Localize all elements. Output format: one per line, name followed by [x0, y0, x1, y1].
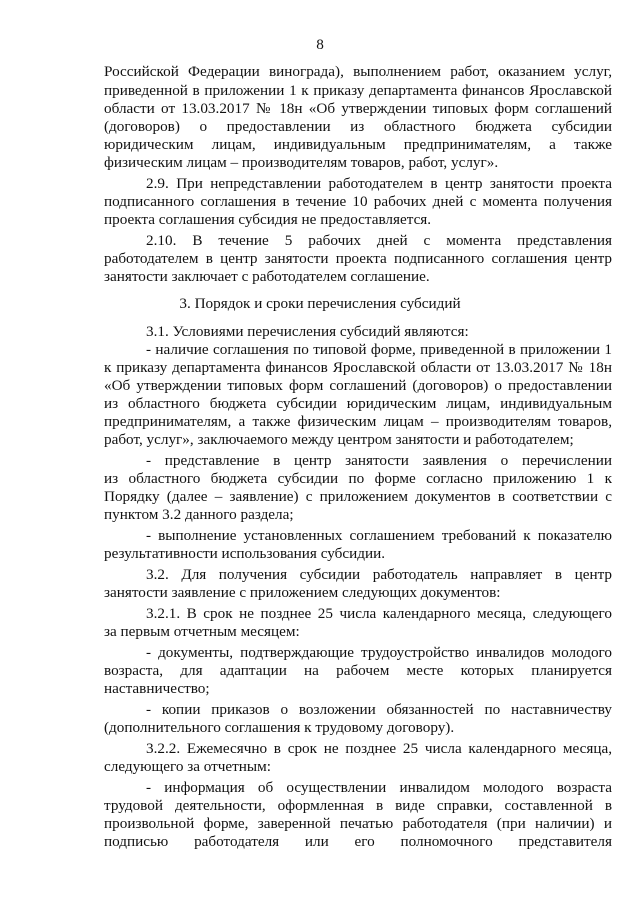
text-line: физическим лицам – производителям товаров, работ, услуг».	[104, 154, 499, 171]
text-line: (дополнительного соглашения к трудовому договору).	[104, 719, 455, 736]
text-line: - наличие соглашения по типовой форме, приведенной в приложении 1	[146, 341, 612, 358]
text-line: работ, услуг», заключаемого между центром занятости и работодателем;	[104, 431, 574, 448]
text-line: «Об утверждении типовых форм соглашений (договоров) о предоставлении	[104, 377, 612, 394]
text-line: подписанного соглашения в течение 10 рабочих дней с момента получения	[104, 193, 612, 210]
text-line: (договоров) о предоставлении из областного бюджета субсидии	[104, 118, 612, 135]
text-line: области от 13.03.2017 № 18н «Об утверждении типовых форм соглашений	[104, 100, 612, 117]
text-line: из областного бюджета субсидии юридическим лицам, индивидуальным	[104, 395, 612, 412]
text-line: Порядку (далее – заявление) с приложением документов в соответствии с	[104, 488, 612, 505]
text-line: наставничество;	[104, 680, 210, 697]
text-line: - представление в центр занятости заявления о перечислении	[146, 452, 612, 469]
text-line: приведенной в приложении 1 к приказу департамента финансов Ярославской	[104, 82, 612, 99]
text-line: следующего за отчетным:	[104, 758, 271, 775]
text-line: трудовой деятельности, оформленная в виде справки, составленной в	[104, 797, 612, 814]
text-line: занятости заключает с работодателем соглашение.	[104, 268, 430, 285]
text-line: 3.2.2. Ежемесячно в срок не позднее 25 числа календарного месяца,	[146, 740, 612, 757]
text-line: - информация об осуществлении инвалидом молодого возраста	[146, 779, 612, 796]
text-line: 2.10. В течение 5 рабочих дней с момента представления	[146, 232, 612, 249]
text-line: 3.2. Для получения субсидии работодатель направляет в центр	[146, 566, 612, 583]
text-line: - документы, подтверждающие трудоустройство инвалидов молодого	[146, 644, 612, 661]
text-line: занятости заявление с приложением следующих документов:	[104, 584, 501, 601]
text-line: 3.1. Условиями перечисления субсидий являются:	[146, 323, 469, 340]
text-line: результативности использования субсидии.	[104, 545, 386, 562]
text-line: Российской Федерации винограда), выполнением работ, оказанием услуг,	[104, 63, 612, 80]
text-line: проекта соглашения субсидия не предоставляется.	[104, 211, 432, 228]
page-number: 8	[316, 36, 324, 53]
text-line: произвольной форме, заверенной печатью работодателя (при наличии) и	[104, 815, 612, 832]
text-line: предпринимателям, а также физическим лицам – производителям товаров,	[104, 413, 612, 430]
text-line: - выполнение установленных соглашением требований к показателю	[146, 527, 612, 544]
text-line: подписью работодателя или его полномочного представителя	[104, 833, 612, 850]
text-line: 3.2.1. В срок не позднее 25 числа календарного месяца, следующего	[146, 605, 612, 622]
text-line: 2.9. При непредставлении работодателем в центр занятости проекта	[146, 175, 612, 192]
text-line: за первым отчетным месяцем:	[104, 623, 300, 640]
text-line: пунктом 3.2 данного раздела;	[104, 506, 294, 523]
text-line: - копии приказов о возложении обязанностей по наставничеству	[146, 701, 612, 718]
text-line: из областного бюджета субсидии по форме согласно приложению 1 к	[104, 470, 612, 487]
text-line: юридическим лицам, индивидуальным предпринимателям, а также	[104, 136, 612, 153]
text-line: к приказу департамента финансов Ярославской области от 13.03.2017 № 18н	[104, 359, 612, 376]
section-heading: 3. Порядок и сроки перечисления субсидий	[179, 295, 461, 312]
text-line: возраста, для адаптации на рабочем месте которых планируется	[104, 662, 612, 679]
text-line: работодателем в центр занятости проекта подписанного соглашения центр	[104, 250, 612, 267]
